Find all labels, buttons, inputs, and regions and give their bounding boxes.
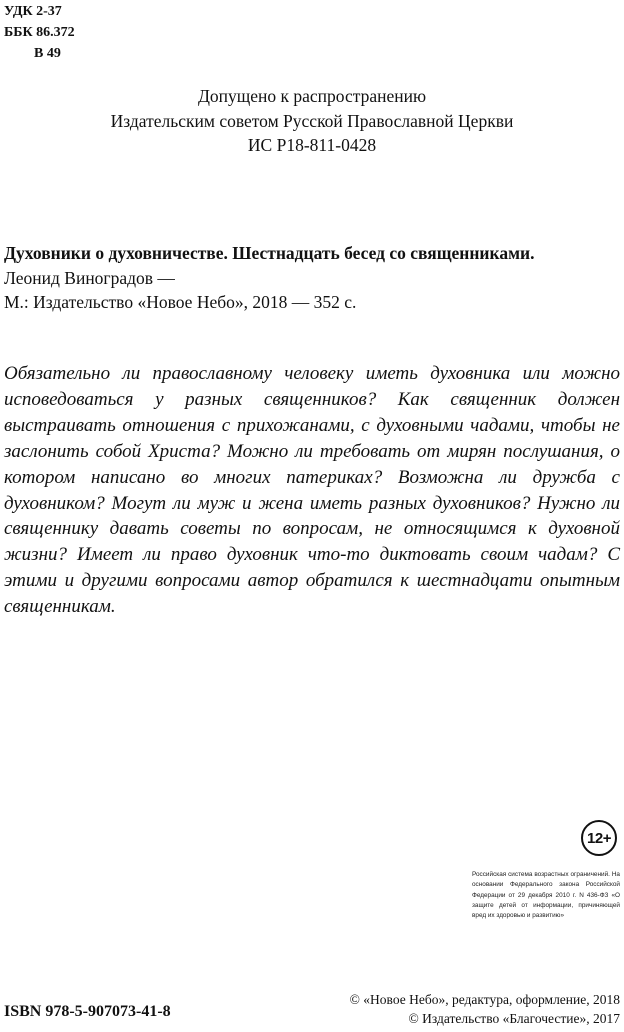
annotation-paragraph: Обязательно ли православному человеку иметь духовника или можно исповедоваться у разных священников? Как священник должен выстраивать отношения с прихожанами, с духовными чадами, чтобы не заслонить собой Христа? Можно ли требовать от мирян послушания, о котором написано во многих патериках? Возможна ли дружба с духовником? Могут ли муж и жена иметь разных духовников? Нужно ли священнику давать советы по вопросам, не относящимся к духовной жизни? Имеет ли право духовник что-то диктовать своим чадам? С этими и другими вопросами автор обратился к шестнадцати опытным священникам. [4, 363, 620, 618]
copyright-block [350, 990, 620, 1028]
book-title: Духовники о духовничестве. Шестнадцать бесед со священниками. [4, 243, 535, 263]
author-mark: В 49 [34, 46, 61, 61]
publication-approval [0, 84, 624, 158]
udk-code: УДК 2-37 [4, 4, 62, 19]
copyright-line-2: © Издательство «Благочестие», 2017 [408, 1011, 620, 1026]
bbk-code: ББК 86.372 [4, 25, 75, 40]
approval-line-1: Допущено к распространению [197, 86, 427, 106]
age-rating-badge: 12+ [581, 820, 617, 856]
approval-line-2: Издательским советом Русской Православной Церкви [110, 110, 514, 131]
age-rating-note: Российская система возрастных ограничений. На основании Федерального закона Российской Федерации от 29 декабря 2010 г. N 436-ФЗ «О защите детей от информации, причиняющей вред их здоровью и развитию» [472, 871, 620, 920]
isbn: ISBN 978-5-907073-41-8 [4, 1003, 171, 1020]
classification-codes [4, 1, 75, 64]
book-author: Леонид Виноградов — [4, 267, 175, 288]
copyright-line-1: © «Новое Небо», редактура, оформление, 2018 [349, 992, 620, 1007]
approval-number: ИС Р18-811-0428 [247, 135, 377, 155]
bibliographic-record [4, 241, 534, 315]
book-imprint: М.: Издательство «Новое Небо», 2018 — 352 с. [4, 292, 357, 312]
